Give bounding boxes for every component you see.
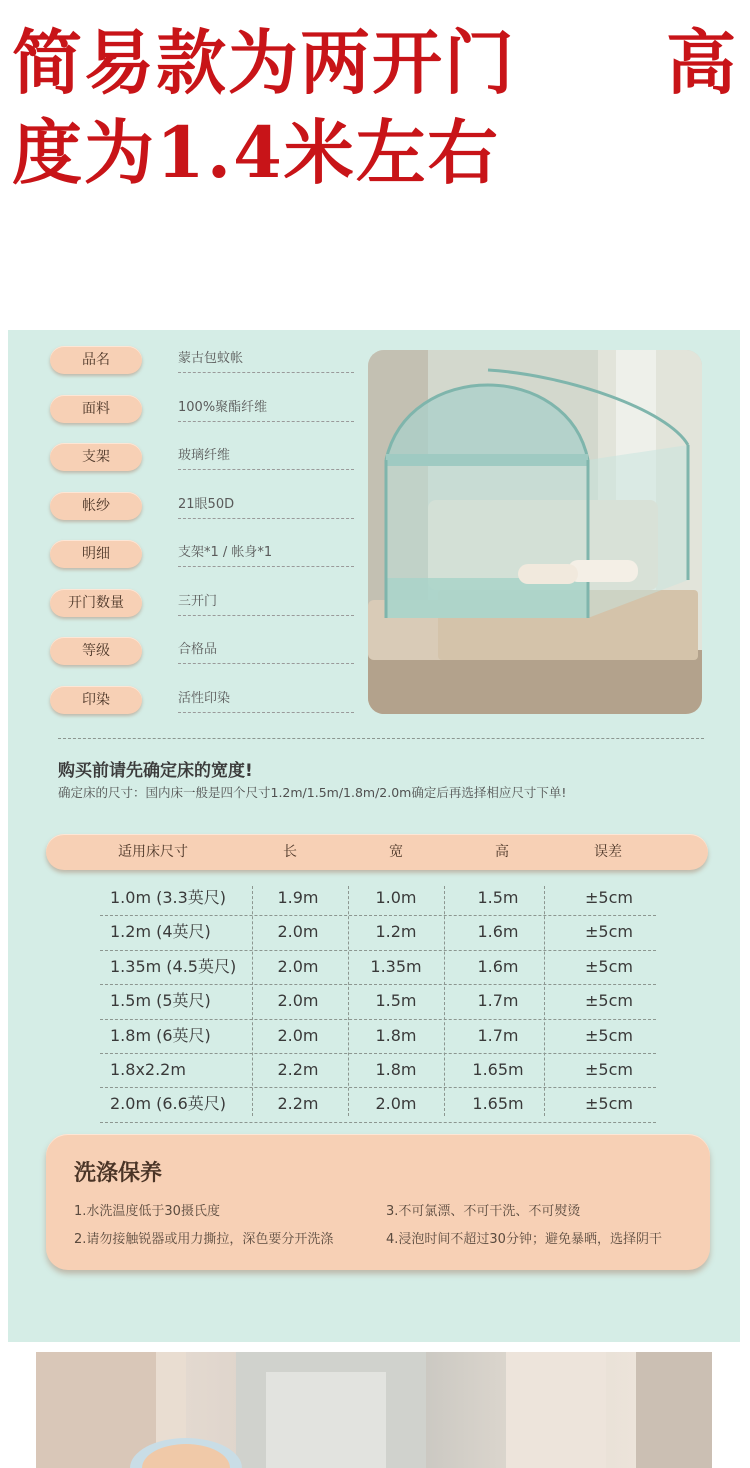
spec-label: 等级	[50, 637, 142, 665]
table-cell: 1.65m	[472, 1059, 524, 1079]
size-header-cell: 误差	[594, 844, 622, 860]
table-cell: 1.2m (4英尺)	[110, 922, 211, 942]
table-cell: 1.9m	[277, 888, 319, 907]
spec-label: 帐纱	[50, 492, 142, 520]
spec-value: 活性印染	[178, 686, 354, 713]
table-cell: 1.8m	[375, 1025, 417, 1045]
size-header-cell: 宽	[389, 844, 403, 860]
table-cell: 1.2m	[375, 922, 417, 942]
table-cell: 2.0m	[277, 956, 319, 976]
spec-row	[50, 439, 360, 488]
size-header-cell: 长	[283, 844, 297, 860]
section-divider	[58, 738, 704, 739]
table-cell: 1.5m (5英尺)	[110, 991, 211, 1011]
spec-value: 合格品	[178, 637, 354, 664]
spec-value: 蒙古包蚊帐	[178, 346, 354, 373]
table-cell: ±5cm	[585, 922, 633, 942]
column-divider	[348, 886, 349, 1116]
mosquito-net-illustration	[368, 350, 702, 714]
care-title: 洗涤保养	[74, 1161, 163, 1186]
table-cell: 1.7m	[477, 991, 519, 1011]
table-cell: 2.0m	[375, 1094, 417, 1114]
table-cell: ±5cm	[585, 1025, 633, 1045]
table-cell: 1.35m	[370, 956, 422, 976]
spec-row	[50, 682, 360, 731]
table-cell: 1.35m (4.5英尺)	[110, 956, 237, 976]
table-row	[100, 985, 656, 1019]
spec-value: 21眼50D	[178, 492, 354, 519]
spec-row	[50, 488, 360, 537]
care-item: 4.浸泡时间不超过30分钟；避免暴晒，选择阴干	[386, 1232, 662, 1247]
table-cell: 2.2m	[277, 1059, 319, 1079]
table-row	[100, 882, 656, 916]
spec-row	[50, 342, 360, 391]
table-cell: 2.0m (6.6英尺)	[110, 1094, 227, 1114]
care-instructions-card	[46, 1134, 710, 1270]
table-cell: 1.0m (3.3英尺)	[110, 888, 227, 907]
table-cell: 1.6m	[477, 956, 519, 976]
size-table-header	[46, 834, 708, 870]
table-cell: 2.0m	[277, 1025, 319, 1045]
spec-value: 100%聚酯纤维	[178, 395, 354, 422]
table-row	[100, 1054, 656, 1088]
bottom-lifestyle-photo	[36, 1352, 712, 1468]
spec-value: 支架*1 / 帐身*1	[178, 540, 354, 567]
care-item: 3.不可氯漂、不可干洗、不可熨烫	[386, 1204, 581, 1219]
spec-label: 品名	[50, 346, 142, 374]
table-cell: 1.5m	[477, 888, 519, 907]
column-divider	[544, 886, 545, 1116]
table-cell: ±5cm	[585, 1059, 633, 1079]
table-cell: 1.6m	[477, 922, 519, 942]
spec-label: 面料	[50, 395, 142, 423]
table-row	[100, 1088, 656, 1122]
column-divider	[444, 886, 445, 1116]
spec-label: 印染	[50, 686, 142, 714]
care-item: 1.水洗温度低于30摄氏度	[74, 1204, 220, 1219]
spec-label: 明细	[50, 540, 142, 568]
table-cell: 2.2m	[277, 1094, 319, 1114]
table-cell: 2.0m	[277, 991, 319, 1011]
spec-row	[50, 536, 360, 585]
table-cell: 1.65m	[472, 1094, 524, 1114]
table-cell: ±5cm	[585, 991, 633, 1011]
spec-value: 玻璃纤维	[178, 443, 354, 470]
size-header-cell: 适用床尺寸	[118, 844, 188, 860]
size-header-cell: 高	[495, 844, 509, 860]
headline-line-1-right: 高	[666, 21, 738, 104]
spec-label: 开门数量	[50, 589, 142, 617]
table-cell: 1.0m	[375, 888, 417, 907]
column-divider	[252, 886, 253, 1116]
headline-line-1-left: 简易款为两开门	[12, 21, 516, 104]
table-row	[100, 916, 656, 950]
table-cell: 1.5m	[375, 991, 417, 1011]
spec-row	[50, 585, 360, 634]
table-cell: ±5cm	[585, 956, 633, 976]
spec-row	[50, 391, 360, 440]
notice-text: 确定床的尺寸：国内床一般是四个尺寸1.2m/1.5m/1.8m/2.0m确定后再选择相应尺寸下单!	[58, 785, 567, 800]
table-cell: 2.0m	[277, 922, 319, 942]
headline	[12, 18, 738, 198]
mosquito-net-product-photo	[368, 350, 702, 714]
bottom-photo-illustration	[36, 1352, 712, 1468]
table-cell: ±5cm	[585, 1094, 633, 1114]
headline-line-1	[12, 18, 738, 108]
table-row	[100, 1020, 656, 1054]
care-item: 2.请勿接触锐器或用力撕拉，深色要分开洗涤	[74, 1232, 334, 1247]
notice-title: 购买前请先确定床的宽度!	[58, 761, 253, 781]
product-info-panel	[8, 330, 740, 1342]
table-cell: 1.8x2.2m	[110, 1059, 186, 1079]
spec-label: 支架	[50, 443, 142, 471]
table-cell: ±5cm	[585, 888, 633, 907]
table-cell: 1.8m	[375, 1059, 417, 1079]
size-table	[100, 882, 656, 1123]
table-cell: 1.8m (6英尺)	[110, 1025, 211, 1045]
spec-value: 三开门	[178, 589, 354, 616]
table-row	[100, 951, 656, 985]
table-cell: 1.7m	[477, 1025, 519, 1045]
spec-list	[50, 342, 360, 730]
spec-row	[50, 633, 360, 682]
headline-line-2: 度为1.4米左右	[12, 111, 500, 194]
